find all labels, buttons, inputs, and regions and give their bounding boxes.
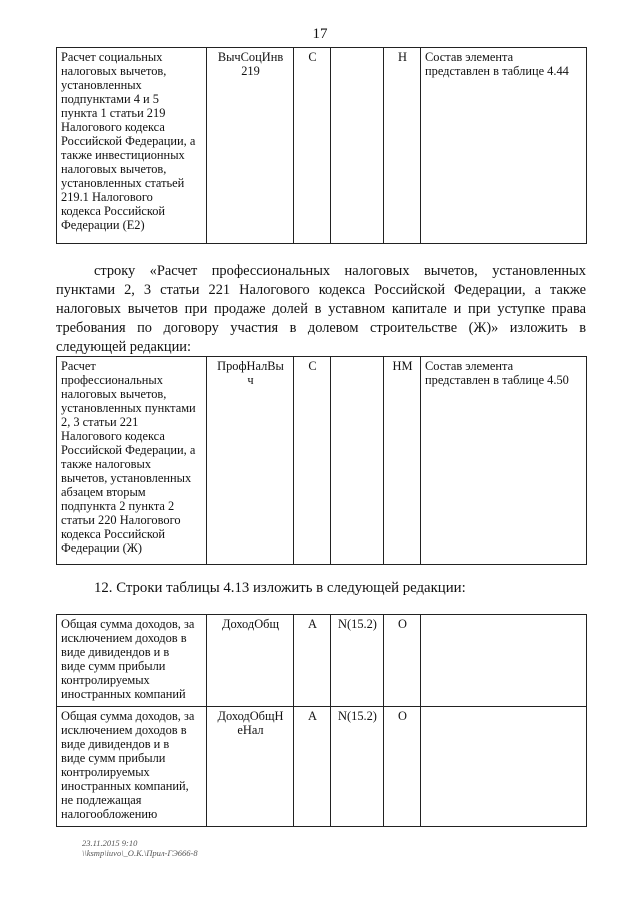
element-format-cell bbox=[331, 357, 384, 565]
element-note-cell bbox=[421, 707, 587, 827]
element-code-cell: ДоходОбщН еНал bbox=[207, 707, 294, 827]
element-name-cell: Общая сумма доходов, за исключением доходов в виде дивидендов и в виде сумм прибыли контролируемых иностранных компаний bbox=[57, 615, 207, 707]
element-code-cell: ВычСоцИнв 219 bbox=[207, 48, 294, 244]
element-name-cell: Общая сумма доходов, за исключением доходов в виде дивидендов и в виде сумм прибыли контролируемых иностранных компаний, не подлежащая налогообложению bbox=[57, 707, 207, 827]
element-note-cell bbox=[421, 615, 587, 707]
element-name-cell: Расчет профессиональных налоговых вычетов, установленных пунктами 2, 3 статьи 221 Налогового кодекса Российской Федерации, а также налоговых вычетов, установленных абзацем вторым подпункта 2 пункта 2 статьи 220 Налогового кодекса Российской Федерации (Ж) bbox=[57, 357, 207, 565]
element-format-cell: N(15.2) bbox=[331, 615, 384, 707]
element-format-cell bbox=[331, 48, 384, 244]
table-row bbox=[57, 707, 587, 827]
element-code-cell: ДоходОбщ bbox=[207, 615, 294, 707]
table-fragment-1 bbox=[56, 47, 587, 244]
element-type-cell: С bbox=[294, 357, 331, 565]
element-type-cell: С bbox=[294, 48, 331, 244]
element-format-cell: N(15.2) bbox=[331, 707, 384, 827]
page-number: 17 bbox=[312, 26, 328, 42]
footer-stamp bbox=[82, 838, 198, 858]
element-required-cell: НМ bbox=[384, 357, 421, 565]
element-required-cell: Н bbox=[384, 48, 421, 244]
footer-date: 23.11.2015 9:10 bbox=[82, 838, 138, 848]
table-fragment-3 bbox=[56, 614, 587, 827]
amendment-paragraph: строку «Расчет профессиональных налоговых вычетов, установленных пунктами 2, 3 статьи 221 Налогового кодекса Российской Федерации, а также налоговых вычетов при продаже долей в уставном капитале и при уступке права требования по договору участия в долевом строительстве (Ж)» изложить в следующей редакции: bbox=[56, 263, 586, 355]
element-note-cell: Состав элемента представлен в таблице 4.44 bbox=[421, 48, 587, 244]
element-required-cell: О bbox=[384, 615, 421, 707]
table-row bbox=[57, 357, 587, 565]
table-row bbox=[57, 48, 587, 244]
element-code-cell: ПрофНалВы ч bbox=[207, 357, 294, 565]
element-type-cell: А bbox=[294, 707, 331, 827]
element-type-cell: А bbox=[294, 615, 331, 707]
table-row bbox=[57, 615, 587, 707]
footer-path: \\ksmp\iuvo\_О.К.\Прил-ГЭ666-8 bbox=[82, 848, 198, 858]
item-12-heading: 12. Строки таблицы 4.13 изложить в следующей редакции: bbox=[94, 580, 466, 596]
table-fragment-2 bbox=[56, 356, 587, 565]
element-required-cell: О bbox=[384, 707, 421, 827]
element-name-cell: Расчет социальных налоговых вычетов, установленных подпунктами 4 и 5 пункта 1 статьи 219 Налогового кодекса Российской Федерации, а также инвестиционных налоговых вычетов, установленных статьей 219.1 Налогового кодекса Российской Федерации (Е2) bbox=[57, 48, 207, 244]
element-note-cell: Состав элемента представлен в таблице 4.50 bbox=[421, 357, 587, 565]
